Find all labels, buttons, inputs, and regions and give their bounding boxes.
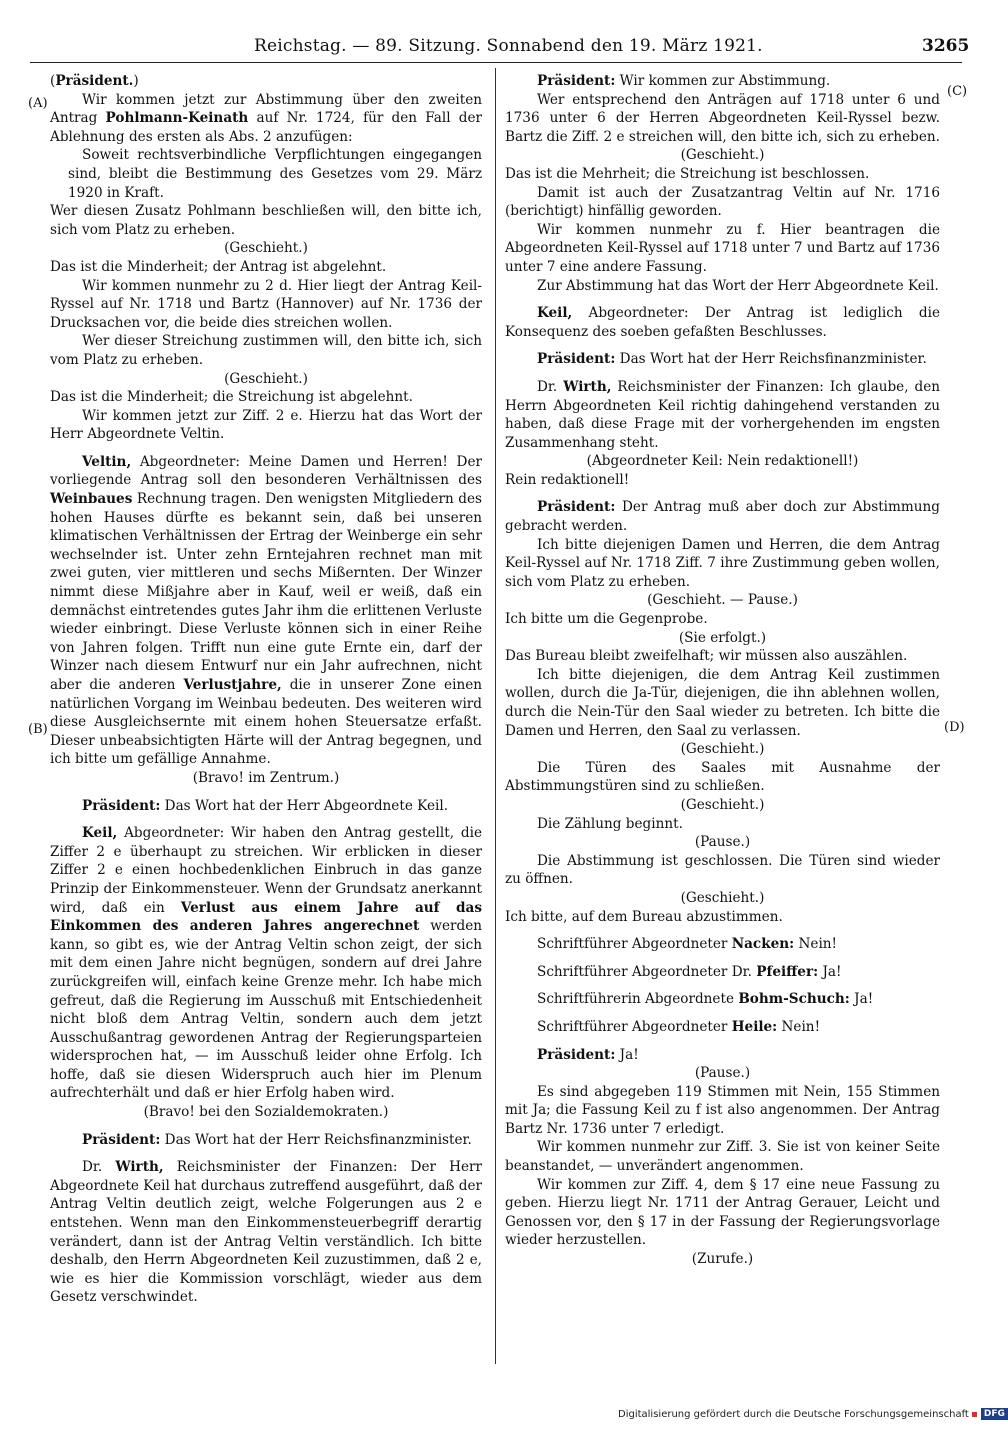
margin-marker-b: (B)	[28, 722, 48, 737]
left-paragraph: Das ist die Minderheit; die Streichung ist abgelehnt.	[50, 389, 413, 406]
right-paragraph: (Geschieht.)	[680, 889, 765, 906]
margin-marker-c: (C)	[947, 84, 968, 99]
left-paragraph: Soweit rechtsverbindliche Verpflichtungen eingegangen sind, bleibt die Bestimmung des Gesetzes vom 29. März 1920 in Kraft.	[68, 147, 482, 201]
right-paragraph: Schriftführer Abgeordneter Heile: Nein!	[537, 1018, 821, 1035]
footer-credit	[618, 1408, 1008, 1420]
right-paragraph: (Abgeordneter Keil: Nein redaktionell!)	[586, 453, 859, 470]
dfg-dot-icon	[972, 1412, 977, 1417]
right-paragraph: Zur Abstimmung hat das Wort der Herr Abgeordnete Keil.	[537, 277, 939, 294]
header-rule	[30, 62, 962, 63]
right-paragraph: Präsident: Der Antrag muß aber doch zur Abstimmung gebracht werden.	[505, 499, 940, 535]
right-paragraph: Rein redaktionell!	[505, 471, 630, 488]
left-paragraph: Dr. Wirth, Reichsminister der Finanzen: Der Herr Abgeordnete Keil hat durchaus zutreffend ausgeführt, daß der Antrag Veltin deutlich zeigt, welche Folgerungen aus 2 e entstehen. Wenn man den Einkommensteuerbegriff derartig verändert, dann ist der Antrag Veltin verständlich. Ich bitte deshalb, den Herrn Abgeordneten Keil zuzustimmen, daß 2 e, wie es hier die Kommission vorschlägt, wieder aus dem Gesetz verschwindet.	[50, 1159, 482, 1306]
left-paragraph: Keil, Abgeordneter: Wir haben den Antrag gestellt, die Ziffer 2 e überhaupt zu streichen. Wir erblicken in dieser Ziffer 2 e einen hochbedenklichen Einbruch in das ganze Prinzip der Einkommensteuer. Wenn der Grundsatz anerkannt wird, daß ein Verlust aus einem Jahre auf das Einkommen des anderen Jahres angerechnet werden kann, so gibt es, wie der Antrag Veltin schon zeigt, der sich mit dem einen Jahre nicht begnügen, sondern auf drei Jahre zurückgreifen will, einfach keine Grenze mehr. Ich habe mich gefreut, daß die Regierung im Ausschuß mit Entschiedenheit nicht bloß dem Antrag Veltin, sondern auch dem jetzt Ausschußantrag gewordenen Antrag der Regierungsparteien widersprochen hat, — im Ausschuß leider ohne Erfolg. Ich hoffe, daß sie diesen Widerspruch auch hier im Plenum aufrechterhält und daß er hier Erfolg haben wird.	[50, 825, 482, 1102]
right-paragraph: (Geschieht.)	[680, 147, 765, 164]
left-paragraph: Wir kommen nunmehr zu 2 d. Hier liegt der Antrag Keil-Ryssel auf Nr. 1718 und Bartz (Hannover) auf Nr. 1736 der Drucksachen vor, die beide dies streichen wollen.	[50, 277, 482, 331]
right-paragraph: Schriftführer Abgeordneter Dr. Pfeiffer: Ja!	[537, 963, 842, 980]
right-paragraph: Die Zählung beginnt.	[537, 815, 683, 832]
right-paragraph: Präsident: Wir kommen zur Abstimmung.	[537, 73, 831, 89]
margin-marker-a: (A)	[28, 96, 48, 111]
right-paragraph: (Sie erfolgt.)	[678, 629, 767, 646]
dfg-logo: DFG	[981, 1408, 1008, 1420]
right-paragraph: Ich bitte, auf dem Bureau abzustimmen.	[505, 908, 783, 925]
right-paragraph: Das ist die Mehrheit; die Streichung ist beschlossen.	[505, 165, 870, 182]
footer-credit-text: Digitalisierung gefördert durch die Deutsche Forschungsgemeinschaft	[618, 1409, 969, 1420]
left-paragraph: (Bravo! bei den Sozialdemokraten.)	[143, 1104, 389, 1121]
running-header	[0, 36, 1000, 62]
right-paragraph: Keil, Abgeordneter: Der Antrag ist lediglich die Konsequenz des soeben gefaßten Beschlusses.	[505, 305, 940, 340]
right-paragraph: Das Bureau bleibt zweifelhaft; wir müssen also auszählen.	[505, 648, 908, 665]
right-paragraph: (Pause.)	[694, 1065, 751, 1082]
right-paragraph: (Geschieht.)	[680, 741, 765, 758]
right-paragraph: Dr. Wirth, Reichsminister der Finanzen: Ich glaube, den Herrn Abgeordneten Keil richtig dahingehend verstanden zu haben, daß diese Frage mit der vorhergehenden im engsten Zusammenhang steht.	[505, 378, 940, 451]
left-paragraph: Wer dieser Streichung zustimmen will, den bitte ich, sich vom Platz zu erheben.	[50, 333, 482, 368]
right-column	[505, 72, 940, 1372]
left-column	[50, 72, 482, 1372]
left-paragraph: Wir kommen jetzt zur Ziff. 2 e. Hierzu hat das Wort der Herr Abgeordnete Veltin.	[50, 407, 482, 443]
right-paragraph: Präsident: Das Wort hat der Herr Reichsfinanzminister.	[537, 351, 927, 368]
right-paragraph: (Pause.)	[694, 834, 751, 851]
right-paragraph: Die Abstimmung ist geschlossen. Die Türen sind wieder zu öffnen.	[505, 852, 940, 888]
right-paragraph: Damit ist auch der Zusatzantrag Veltin auf Nr. 1716 (berichtigt) hinfällig geworden.	[505, 184, 940, 220]
right-paragraph: Die Türen des Saales mit Ausnahme der Abstimmungstüren sind zu schließen.	[505, 759, 940, 795]
right-paragraph: Schriftführer Abgeordneter Nacken: Nein!	[537, 936, 838, 953]
right-paragraph: (Zurufe.)	[691, 1251, 754, 1268]
right-paragraph: Schriftführerin Abgeordnete Bohm-Schuch: Ja!	[537, 991, 874, 1008]
right-paragraph: Wir kommen zur Ziff. 4, dem § 17 eine neue Fassung zu geben. Hierzu liegt Nr. 1711 der Antrag Gerauer, Leicht und Genossen vor, den § 17 in der Fassung der Regierungsvorlage wieder herzustellen.	[505, 1176, 940, 1249]
column-divider	[495, 68, 496, 1364]
right-paragraph: Wir kommen nunmehr zu f. Hier beantragen die Abgeordneten Keil-Ryssel auf 1718 unter 7 und Bartz auf 1736 unter 7 eine andere Fassung.	[505, 221, 940, 275]
left-paragraph: (Präsident.)	[50, 73, 139, 89]
right-paragraph: Präsident: Ja!	[537, 1046, 639, 1063]
page-title: Reichstag. — 89. Sitzung. Sonnabend den 19. März 1921.	[254, 36, 763, 56]
left-paragraph: (Geschieht.)	[224, 370, 308, 387]
right-paragraph: Wer entsprechend den Anträgen auf 1718 unter 6 und 1736 unter 6 der Herren Abgeordneten Keil-Ryssel bezw. Bartz die Ziff. 2 e streichen will, den bitte ich, sich zu erheben.	[505, 91, 940, 145]
right-paragraph: Ich bitte diejenigen, die dem Antrag Keil zustimmen wollen, durch die Ja-Tür, diejenigen, die ihn ablehnen wollen, durch die Nein-Tür den Saal wieder zu betreten. Ich bitte die Damen und Herren, den Saal zu verlassen.	[505, 666, 940, 739]
left-paragraph: Präsident: Das Wort hat der Herr Abgeordnete Keil.	[82, 797, 449, 814]
page-number: 3265	[922, 36, 970, 56]
right-paragraph: Ich bitte diejenigen Damen und Herren, die dem Antrag Keil-Ryssel auf Nr. 1718 Ziff. 7 ihre Zustimmung geben wollen, sich vom Platz zu erheben.	[505, 536, 940, 590]
left-paragraph: Präsident: Das Wort hat der Herr Reichsfinanzminister.	[82, 1131, 472, 1148]
left-paragraph: Veltin, Abgeordneter: Meine Damen und Herren! Der vorliegende Antrag soll den besonderen Verhältnissen des Weinbaues Rechnung tragen. Den wenigsten Mitgliedern des hohen Hauses dürfte es bekannt sein, daß bei unseren klimatischen Verhältnissen der Ertrag der Weinberge ein sehr wechselnder ist. Unter zehn Erntejahren rechnet man mit zwei guten, vier mittleren und sechs Mißernten. Der Winzer nimmt diese Mißjahre aber in Kauf, weil er weiß, daß ein demnächst eintretendes gutes Jahr ihm die erlittenen Verluste wieder einbringt. Diese Verluste können sich in einer Reihe von Jahren folgen. Trifft nun eine gute Ernte ein, darf der Winzer nach diesem Entwurf nur ein Jahr aufrechnen, nicht aber die anderen Verlustjahre, die in unserer Zone einen natürlichen Vorgang im Weinbau bedeuten. Des weiteren wird diese Ausgleichsernte mit einem hohen Steuersatze erfaßt. Dieser unbeabsichtigten Härte will der Antrag begegnen, und ich bitte um gefällige Annahme.	[50, 453, 482, 768]
left-paragraph: Das ist die Minderheit; der Antrag ist abgelehnt.	[50, 258, 387, 275]
margin-marker-d: (D)	[944, 720, 965, 735]
left-paragraph: (Geschieht.)	[224, 240, 308, 257]
right-paragraph: Es sind abgegeben 119 Stimmen mit Nein, 155 Stimmen mit Ja; die Fassung Keil zu f ist also angenommen. Der Antrag Bartz Nr. 1736 unter 7 erledigt.	[505, 1083, 940, 1137]
right-paragraph: Ich bitte um die Gegenprobe.	[505, 611, 708, 628]
left-paragraph: Wer diesen Zusatz Pohlmann beschließen will, den bitte ich, sich vom Platz zu erheben.	[50, 203, 482, 238]
right-paragraph: (Geschieht. — Pause.)	[647, 592, 798, 609]
left-paragraph: Wir kommen jetzt zur Abstimmung über den zweiten Antrag Pohlmann-Keinath auf Nr. 1724, für den Fall der Ablehnung des ersten als Abs. 2 anzufügen:	[50, 91, 482, 145]
right-paragraph: Wir kommen nunmehr zur Ziff. 3. Sie ist von keiner Seite beanstandet, — unverändert angenommen.	[505, 1139, 940, 1175]
left-paragraph: (Bravo! im Zentrum.)	[192, 769, 340, 786]
right-paragraph: (Geschieht.)	[680, 796, 765, 813]
